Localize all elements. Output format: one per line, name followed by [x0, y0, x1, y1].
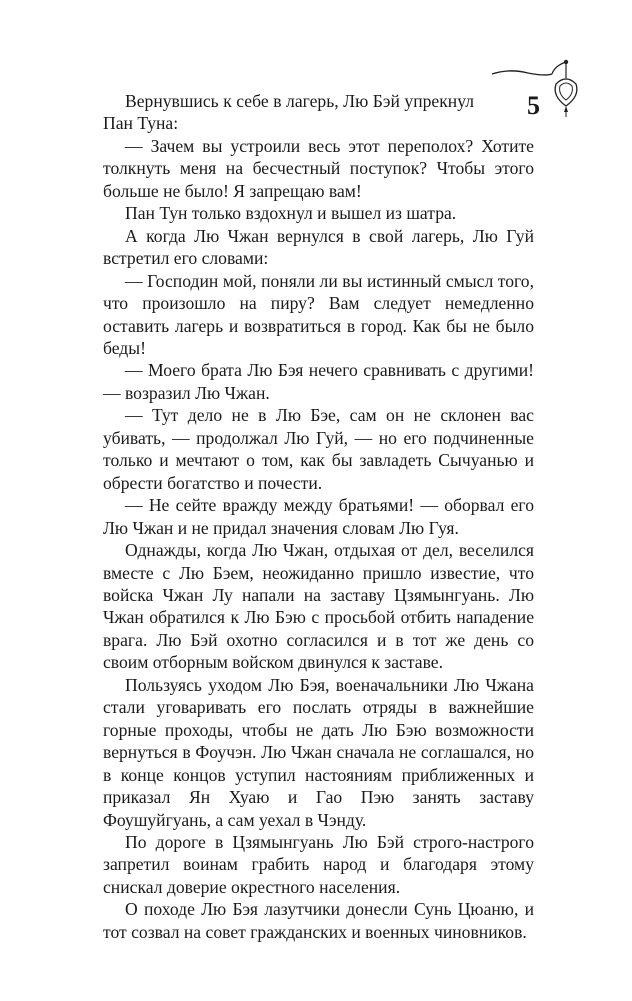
paragraph: — Господин мой, поняли ли вы истинный смысл того, что произошло на пиру? Вам следует немедленно оставить лагерь и возвратиться в город. Как бы не было беды!	[103, 270, 534, 358]
paragraph: Пользуясь уходом Лю Бэя, военачальники Лю Чжана стали уговаривать его послать отряды в важнейшие горные проходы, чтобы не дать Лю Бэю возможности вернуться в Фоучэн. Лю Чжан сначала не соглашался, но в конце концов уступил настояниям приближенных и приказал Ян Хуаю и Гао Пэю занять заставу Фоушуйгуань, а сам уехал в Чэнду.	[103, 674, 534, 830]
paragraph: По дороге в Цзямынгуань Лю Бэй строго-настрого запретил воинам грабить народ и благодаря этому снискал доверие окрестного населения.	[103, 831, 534, 897]
paragraph: — Не сейте вражду между братьями! — оборвал его Лю Чжан и не придал значения словам Лю Гуя.	[103, 495, 534, 538]
paragraph: А когда Лю Чжан вернулся в свой лагерь, Лю Гуй встретил его словами:	[103, 225, 534, 269]
paragraph: — Тут дело не в Лю Бэе, сам он не склонен вас убивать, — продолжал Лю Гуй, — но его подчиненные только и мечтают о том, как бы завладеть Сычуанью и обрести богатство и почести.	[103, 405, 534, 493]
paragraph: Вернувшись к себе в лагерь, Лю Бэй упрекнул Пан Туна:	[103, 91, 474, 134]
paragraph: — Зачем вы устроили весь этот переполох? Хотите толкнуть меня на бесчестный поступок? Чтобы этого больше не было! Я запрещаю вам!	[103, 135, 534, 201]
paragraph: Пан Тун только вздохнул и вышел из шатра.	[125, 203, 457, 224]
paragraph: — Моего брата Лю Бэя нечего сравнивать с другими! — возразил Лю Чжан.	[103, 360, 534, 403]
paragraph: Однажды, когда Лю Чжан, отдыхая от дел, веселился вместе с Лю Бэем, неожиданно пришло известие, что войска Чжан Лу напали на заставу Цзямынгуань. Лю Чжан обратился к Лю Бэю с просьбой отбить нападение врага. Лю Бэй охотно согласился и в тот же день со своим отборным войском двинулся к заставе.	[103, 540, 534, 673]
body-text	[103, 90, 534, 943]
page-number: 5	[527, 91, 540, 120]
paragraph: О походе Лю Бэя лазутчики донесли Сунь Цюаню, и тот созвал на совет гражданских и военных чиновников.	[103, 899, 534, 942]
